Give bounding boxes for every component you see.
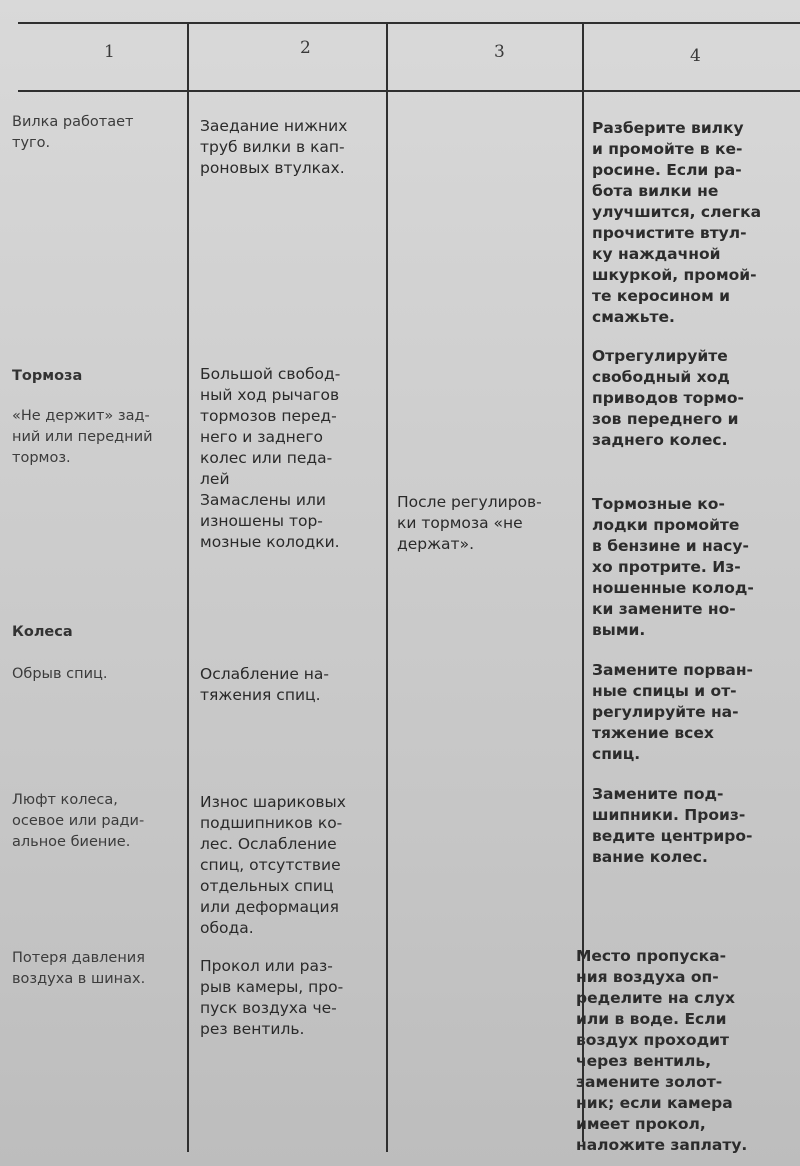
table-row-5-remedy: Замените под- шипники. Произ- ведите центриро- вание колес. xyxy=(592,785,753,866)
table-row-1-symptom: Вилка работает туго. xyxy=(12,114,134,151)
column-divider-1 xyxy=(187,22,189,1152)
column-divider-2 xyxy=(386,22,388,1152)
header-col-3: 3 xyxy=(494,42,505,62)
table-top-rule xyxy=(18,22,800,24)
table-row-6-cause: Прокол или раз- рыв камеры, про- пуск воздуха че- рез вентиль. xyxy=(200,957,344,1038)
table-row-1-remedy: Разберите вилку и промойте в ке- росине. Если ра- бота вилки не улучшится, слегка прочистите втул- ку наждачной шкуркой, промой- те керосином и смажьте. xyxy=(592,119,762,326)
table-row-3-remedy: Тормозные ко- лодки промойте в бензине и насу- хо протрите. Из- ношенные колод- ки замените но- выми. xyxy=(592,495,754,639)
table-row-1-cause: Заедание нижних труб вилки в кап- роновых втулках. xyxy=(200,117,348,177)
table-row-2-cause: Большой свобод- ный ход рычагов тормозов перед- него и заднего колес или педа- лей xyxy=(200,365,341,488)
header-col-2: 2 xyxy=(300,38,311,58)
header-col-1: 1 xyxy=(104,42,115,62)
table-row-4-remedy: Замените порван- ные спицы и от- регулируйте на- тяжение всех спиц. xyxy=(592,661,753,763)
section-wheels: Колеса xyxy=(12,624,73,640)
table-row-3-cause: Замаслены или изношены тор- мозные колодки. xyxy=(200,491,340,551)
table-row-4-cause: Ослабление на- тяжения спиц. xyxy=(200,665,330,704)
table-row-2-remedy: Отрегулируйте свободный ход приводов тормо- зов переднего и заднего колес. xyxy=(592,347,744,449)
section-brakes: Тормоза xyxy=(12,368,83,384)
table-row-2-symptom: «Не держит» зад- ний или передний тормоз. xyxy=(12,408,153,466)
table-row-6-remedy: Место пропуска- ния воздуха оп- ределите на слух или в воде. Если воздух проходит через вентиль, замените золот- ник; если камера имеет прокол, наложите заплату. xyxy=(576,947,748,1154)
table-row-5-symptom: Люфт колеса, осевое или ради- альное биение. xyxy=(12,792,145,850)
header-bottom-rule xyxy=(18,90,800,92)
table-row-6-symptom: Потеря давления воздуха в шинах. xyxy=(12,950,146,987)
table-row-4-symptom: Обрыв спиц. xyxy=(12,666,108,682)
table-row-5-cause: Износ шариковых подшипников ко- лес. Ослабление спиц, отсутствие отдельных спиц или деформация обода. xyxy=(200,793,346,937)
table-row-3-check: После регулиров- ки тормоза «не держат». xyxy=(397,493,542,553)
header-col-4: 4 xyxy=(690,46,701,66)
